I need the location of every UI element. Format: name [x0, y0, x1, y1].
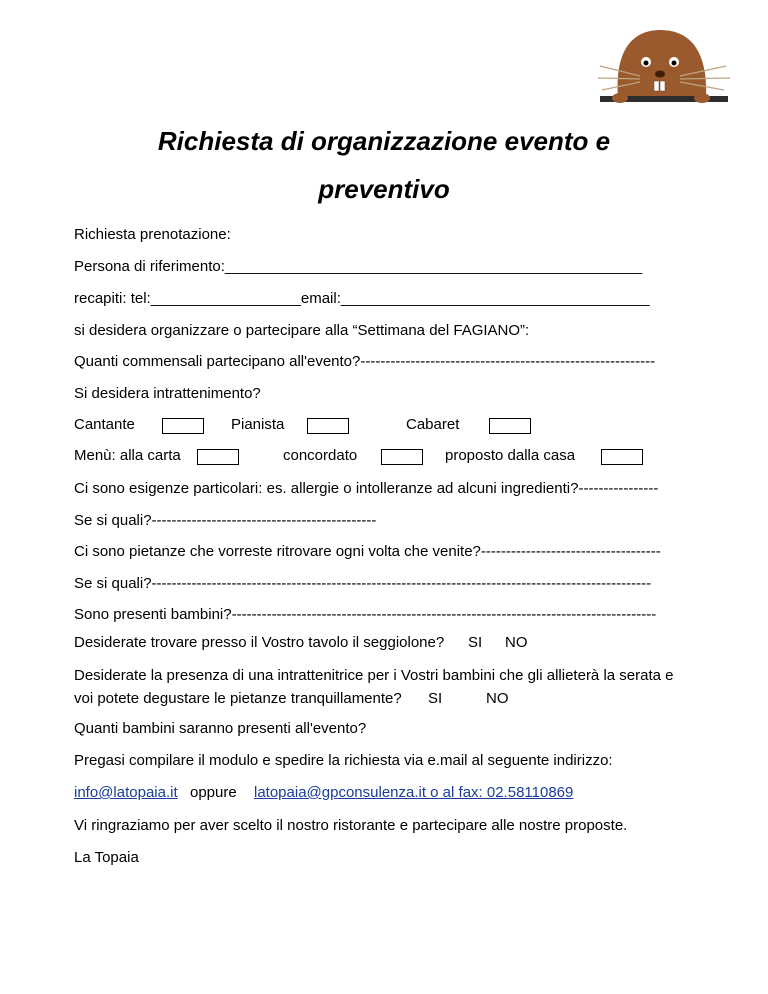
intrattenitrice-question-1: Desiderate la presenza di una intrattenitrice per i Vostri bambini che gli allieterà la serata e [74, 667, 674, 684]
pianista-label: Pianista [231, 416, 285, 433]
cantante-checkbox[interactable] [162, 418, 204, 434]
mouse-logo [596, 26, 732, 106]
pregasi-text: Pregasi compilare il modulo e spedire la richiesta via e.mail al seguente indirizzo: [74, 752, 613, 769]
intrattenimento-question: Si desidera intrattenimento? [74, 385, 261, 402]
commensali-field[interactable]: Quanti commensali partecipano all'evento?----------------------------------------------------------- [74, 353, 656, 370]
intrattenitrice-question-2: voi potete degustare le pietanze tranquillamente? [74, 690, 402, 707]
esigenze-field[interactable]: Ci sono esigenze particolari: es. allergie o intolleranze ad alcuni ingredienti?---------------- [74, 480, 659, 497]
cabaret-label: Cabaret [406, 416, 460, 433]
proposto-label: proposto dalla casa [445, 447, 576, 464]
proposto-checkbox[interactable] [601, 449, 643, 465]
settimana-text: si desidera organizzare o partecipare alla “Settimana del FAGIANO”: [74, 322, 530, 339]
concordato-checkbox[interactable] [381, 449, 423, 465]
sesiquali-field-1[interactable]: Se si quali?--------------------------------------------- [74, 512, 377, 529]
oppure-text: oppure [190, 784, 237, 801]
richiesta-label: Richiesta prenotazione: [74, 226, 231, 243]
pietanze-field[interactable]: Ci sono pietanze che vorreste ritrovare ogni volta che venite?------------------------------------ [74, 543, 661, 560]
sesiquali-field-2[interactable]: Se si quali?---------------------------------------------------------------------------------------------------- [74, 575, 652, 592]
seggiolone-no[interactable]: NO [505, 634, 528, 651]
email-link-gpconsulenza[interactable]: latopaia@gpconsulenza.it o al fax: 02.58110869 [254, 784, 574, 801]
email-link-info[interactable]: info@latopaia.it [74, 784, 178, 801]
page-title-line2: preventivo [318, 174, 450, 204]
persona-field[interactable]: Persona di riferimento:__________________________________________________ [74, 258, 643, 275]
seggiolone-question: Desiderate trovare presso il Vostro tavolo il seggiolone? [74, 634, 445, 651]
menu-carta-label: Menù: alla carta [74, 447, 181, 464]
cantante-label: Cantante [74, 416, 135, 433]
page-title-line1: Richiesta di organizzazione evento e [157, 126, 611, 156]
menu-carta-checkbox[interactable] [197, 449, 239, 465]
quanti-bambini-question: Quanti bambini saranno presenti all'evento? [74, 720, 367, 737]
bambini-field[interactable]: Sono presenti bambini?------------------------------------------------------------------------------------- [74, 606, 657, 623]
cabaret-checkbox[interactable] [489, 418, 531, 434]
intrattenitrice-si[interactable]: SI [428, 690, 443, 707]
pianista-checkbox[interactable] [307, 418, 349, 434]
intrattenitrice-no[interactable]: NO [486, 690, 509, 707]
concordato-label: concordato [283, 447, 358, 464]
seggiolone-si[interactable]: SI [468, 634, 483, 651]
signature-text: La Topaia [74, 849, 139, 866]
recapiti-field[interactable]: recapiti: tel:__________________email:_____________________________________ [74, 290, 650, 307]
ringraziamo-text: Vi ringraziamo per aver scelto il nostro ristorante e partecipare alle nostre proposte. [74, 817, 628, 834]
